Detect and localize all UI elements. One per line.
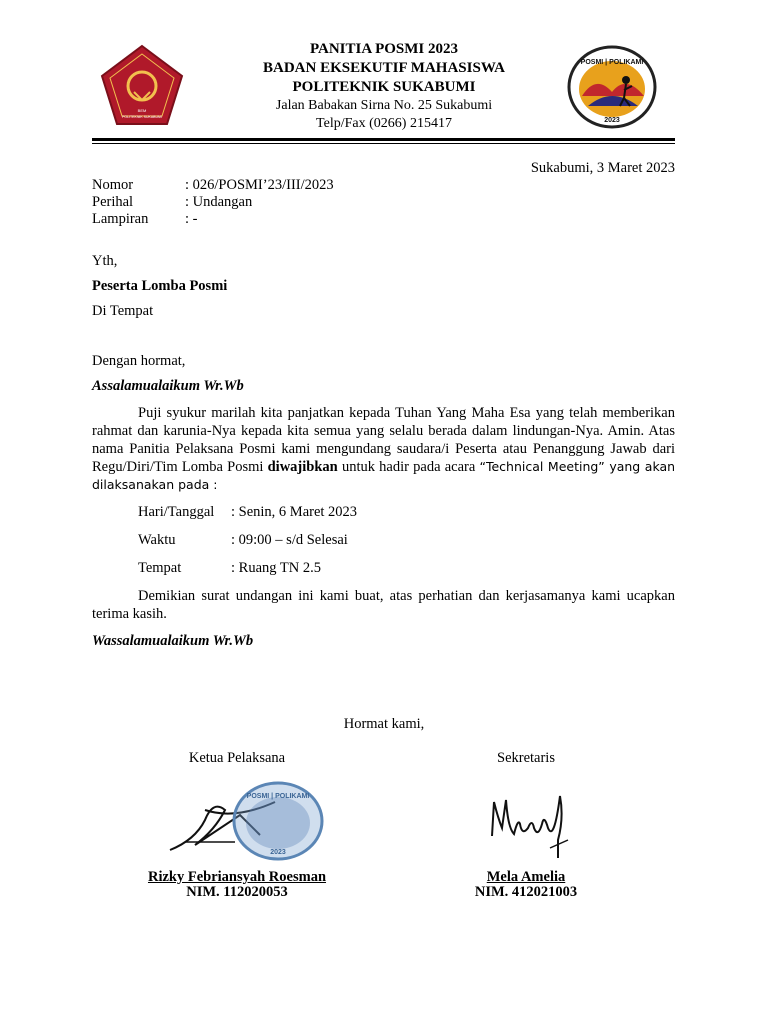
meta-perihal bbox=[92, 194, 334, 211]
recipient-place: Di Tempat bbox=[92, 303, 154, 319]
svg-text:POSMI | POLIKAMI: POSMI | POLIKAMI bbox=[580, 59, 644, 66]
letter-date: Sukabumi, 3 Maret 2023 bbox=[530, 160, 675, 176]
meta-nomor bbox=[92, 177, 334, 194]
greeting: Dengan hormat, bbox=[92, 353, 186, 369]
detail-label: Waktu bbox=[138, 532, 176, 548]
lampiran-value: : - bbox=[185, 211, 198, 227]
closing-salam: Wassalamualaikum Wr.Wb bbox=[92, 633, 254, 649]
recipient-name: Peserta Lomba Posmi bbox=[92, 278, 228, 294]
paragraph-text-3: “Technical Meeting” yang akan dilaksanakan pada : bbox=[92, 459, 676, 492]
detail-value: : 09:00 – s/d Selesai bbox=[231, 532, 348, 548]
detail-row bbox=[138, 560, 321, 577]
right-signer-name: Mela Amelia bbox=[486, 869, 566, 885]
bem-logo bbox=[100, 44, 184, 126]
svg-text:2023: 2023 bbox=[604, 117, 620, 124]
letterhead bbox=[200, 40, 568, 133]
header-rule-thick bbox=[92, 138, 675, 141]
svg-text:BEM: BEM bbox=[137, 108, 147, 113]
left-signer-role: Ketua Pelaksana bbox=[188, 750, 286, 766]
posmi-logo bbox=[566, 44, 658, 130]
meta-lampiran bbox=[92, 211, 334, 228]
detail-row bbox=[138, 504, 357, 521]
recipient-yth: Yth, bbox=[92, 253, 118, 269]
svg-text:2023: 2023 bbox=[270, 849, 286, 856]
header-rule-thin bbox=[92, 143, 675, 144]
right-signer-role: Sekretaris bbox=[497, 750, 555, 766]
right-signature bbox=[484, 788, 574, 868]
detail-label: Tempat bbox=[138, 560, 182, 576]
committee-name: PANITIA POSMI 2023 bbox=[309, 41, 459, 57]
nomor-value: : 026/POSMI’23/III/2023 bbox=[185, 177, 334, 193]
lampiran-label: Lampiran bbox=[92, 211, 149, 227]
opening-salam: Assalamualaikum Wr.Wb bbox=[92, 378, 244, 394]
body-paragraph bbox=[92, 404, 675, 494]
detail-row bbox=[138, 532, 348, 549]
address: Jalan Babakan Sirna No. 25 Sukabumi bbox=[275, 98, 493, 113]
detail-value: : Ruang TN 2.5 bbox=[231, 560, 321, 576]
paragraph-text: Puji syukur marilah kita panjatkan kepada Tuhan Yang Maha Esa yang telah memberikan rahmat dan karunia-Nya kepada kita semua yang selalu berada dalam lindungan-Nya. Amin. Atas nama Panitia Pelaksana Posmi kami mengundang saudara/i Peserta atau Penanggung Jawab dari Regu/Diri/Tim Lomba Posmi bbox=[92, 405, 675, 475]
perihal-value: : Undangan bbox=[185, 194, 253, 210]
emphasis-text: diwajibkan bbox=[267, 459, 338, 475]
letter-meta bbox=[92, 177, 334, 228]
nomor-label: Nomor bbox=[92, 177, 134, 193]
institution-name: POLITEKNIK SUKABUMI bbox=[292, 79, 476, 95]
left-signer-nim: NIM. 112020053 bbox=[186, 884, 288, 900]
closing-paragraph bbox=[92, 587, 675, 623]
perihal-label: Perihal bbox=[92, 194, 134, 210]
svg-text:POSMI | POLIKAMI: POSMI | POLIKAMI bbox=[246, 793, 310, 800]
hormat-kami: Hormat kami, bbox=[343, 716, 425, 732]
left-signer-name: Rizky Febriansyah Roesman bbox=[147, 869, 327, 885]
phone: Telp/Fax (0266) 215417 bbox=[316, 116, 452, 131]
organization-name: BADAN EKSEKUTIF MAHASISWA bbox=[263, 60, 505, 76]
svg-text:POLITEKNIK SUKABUMI: POLITEKNIK SUKABUMI bbox=[122, 115, 162, 119]
detail-label: Hari/Tanggal bbox=[138, 504, 215, 520]
detail-value: : Senin, 6 Maret 2023 bbox=[231, 504, 358, 520]
right-signer-nim: NIM. 412021003 bbox=[474, 884, 578, 900]
paragraph-text-2: untuk hadir pada acara bbox=[341, 459, 476, 475]
committee-stamp bbox=[230, 780, 326, 862]
closing-text: Demikian surat undangan ini kami buat, atas perhatian dan kerjasamanya kami ucapkan terima kasih. bbox=[92, 588, 675, 622]
